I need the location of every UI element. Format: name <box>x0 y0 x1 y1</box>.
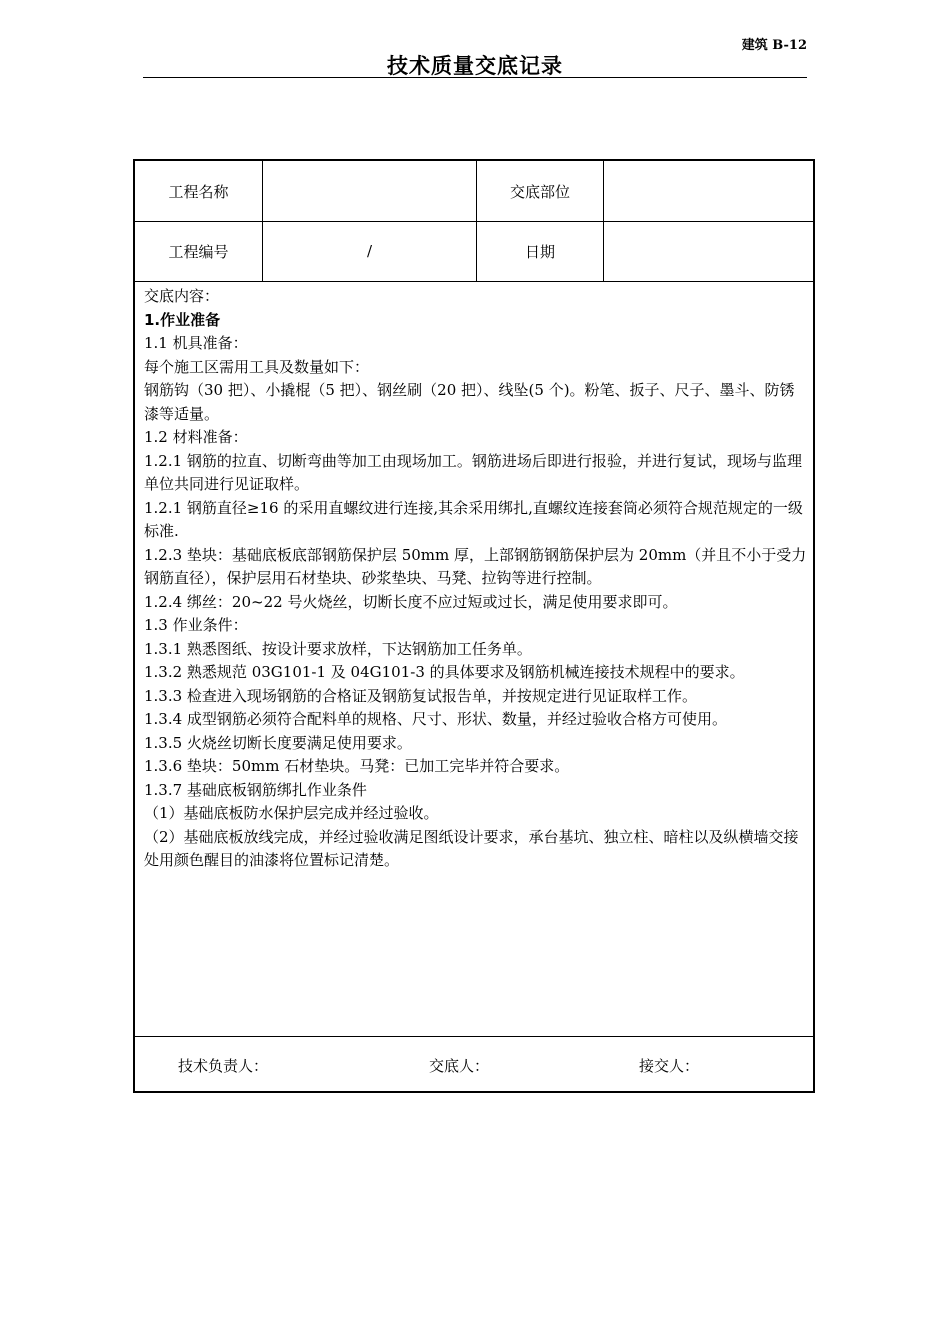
content-line: 1.3.2 熟悉规范 03G101-1 及 04G101-3 的具体要求及钢筋机械连接技术规程中的要求。 <box>144 663 745 681</box>
content-line: 1.1 机具准备： <box>144 334 248 352</box>
form-code: 建筑 B-12 <box>741 38 807 53</box>
project-number-field[interactable]: / <box>263 221 477 281</box>
content-line: 1.2.1 钢筋直径≥16 的采用直螺纹进行连接,其余采用绑扎,直螺纹连接套筒必须符合规范规定的一级标准. <box>144 498 803 540</box>
header-row-2 <box>135 221 813 282</box>
content-line: 1.3.4 成型钢筋必须符合配料单的规格、尺寸、形状、数量，并经过验收合格方可使用。 <box>144 710 727 728</box>
content-line: 1.3.7 基础底板钢筋绑扎作业条件 <box>144 780 367 799</box>
page-title: 技术质量交底记录 <box>387 53 563 78</box>
title-underline <box>143 77 807 78</box>
content-line: 1.3.1 熟悉图纸、按设计要求放样，下达钢筋加工任务单。 <box>144 639 532 658</box>
content-line: 1.3.6 垫块：50mm 石材垫块。马凳：已加工完毕并符合要求。 <box>144 757 570 775</box>
disclosure-part-label: 交底部位 <box>477 161 604 221</box>
content-line: 1.2.3 垫块：基础底板底部钢筋保护层 50mm 厚，上部钢筋钢筋保护层为 20mm（并且不小于受力钢筋直径），保护层用石材垫块、砂浆垫块、马凳、拉钩等进行控制。 <box>144 545 807 587</box>
disclosure-part-field[interactable] <box>604 161 813 221</box>
content-lead: 交底内容： <box>144 287 220 305</box>
content-line: 1.3 作业条件： <box>144 616 248 634</box>
content-line: 1.3.5 火烧丝切断长度要满足使用要求。 <box>144 733 412 752</box>
date-field[interactable] <box>604 221 813 281</box>
discloser-signature-label: 交底人： <box>429 1057 490 1075</box>
content-line: 1.2.4 绑丝：20~22 号火烧丝，切断长度不应过短或过长，满足使用要求即可。 <box>144 592 678 611</box>
disclosure-content <box>144 285 807 873</box>
receiver-signature-label: 接交人： <box>639 1057 700 1075</box>
project-number-label: 工程编号 <box>135 221 263 281</box>
content-line: （2）基础底板放线完成，并经过验收满足图纸设计要求，承台基坑、独立柱、暗柱以及纵横墙交接处用颜色醒目的油漆将位置标记清楚。 <box>144 827 799 869</box>
section-title: 1.作业准备 <box>144 310 221 329</box>
content-line: 1.2.1 钢筋的拉直、切断弯曲等加工由现场加工。钢筋进场后即进行报验，并进行复试，现场与监理单位共同进行见证取样。 <box>144 451 802 493</box>
content-line: 1.3.3 检查进入现场钢筋的合格证及钢筋复试报告单，并按规定进行见证取样工作。 <box>144 686 697 705</box>
content-line: （1）基础底板防水保护层完成并经过验收。 <box>144 804 439 822</box>
project-name-label: 工程名称 <box>135 161 263 221</box>
content-line: 钢筋钩（30 把）、小撬棍（5 把）、钢丝刷（20 把）、线坠(5 个)。粉笔、扳子、尺子、墨斗、防锈漆等适量。 <box>144 381 795 423</box>
content-line: 1.2 材料准备： <box>144 428 248 446</box>
signature-row <box>135 1036 813 1091</box>
date-label: 日期 <box>477 221 604 281</box>
disclosure-form <box>133 159 815 1093</box>
project-name-field[interactable] <box>263 161 477 221</box>
content-line: 每个施工区需用工具及数量如下： <box>144 357 370 376</box>
tech-lead-signature-label: 技术负责人： <box>178 1057 269 1075</box>
header-row-1 <box>135 161 813 222</box>
